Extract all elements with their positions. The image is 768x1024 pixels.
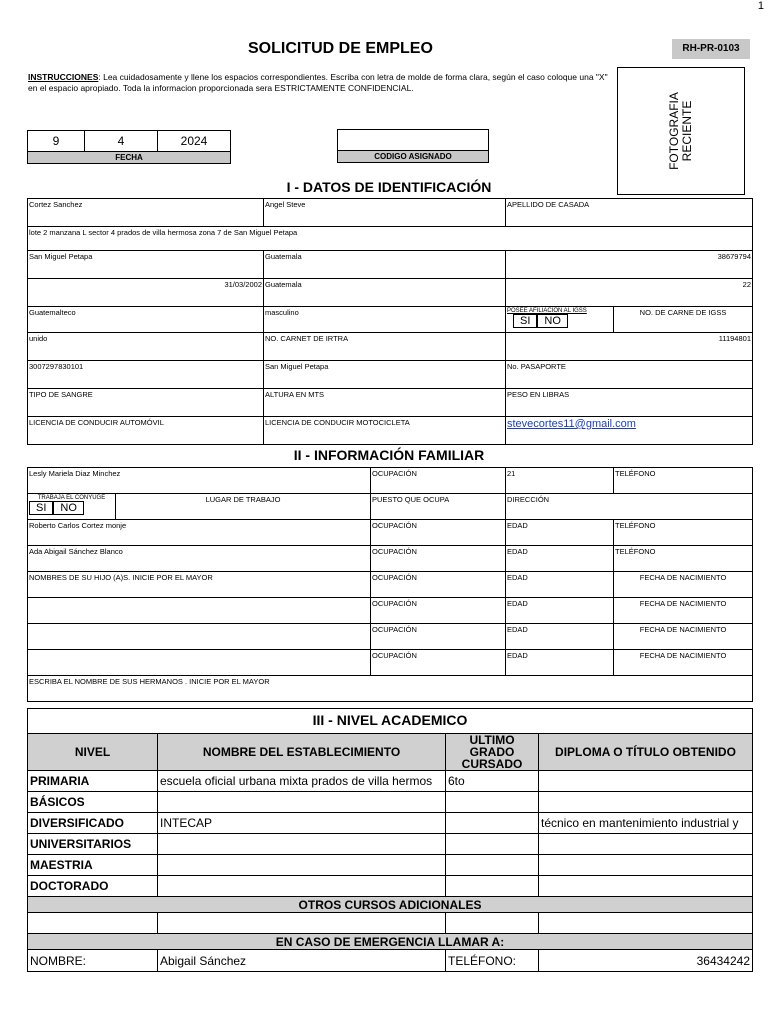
instructions-label: INSTRUCCIONES — [28, 72, 99, 82]
child-occupation-field[interactable]: OCUPACIÓN — [371, 572, 506, 598]
igss-label: POSEE AFILIACIÓN AL IGSS — [507, 308, 587, 314]
page-number: 1 — [757, 0, 764, 12]
child-age-field[interactable]: EDAD — [506, 650, 614, 676]
child-age-field[interactable]: EDAD — [506, 624, 614, 650]
department-field[interactable]: Guatemala — [264, 251, 506, 279]
form-title: SOLICITUD DE EMPLEO — [248, 40, 433, 57]
diploma-field[interactable] — [539, 855, 753, 876]
municipality-field[interactable]: San Miguel Petapa — [28, 251, 264, 279]
course-field[interactable] — [28, 913, 158, 934]
diploma-field[interactable] — [539, 792, 753, 813]
level-label: DIVERSIFICADO — [28, 813, 158, 834]
grade-field[interactable] — [446, 855, 539, 876]
child-age-field[interactable]: EDAD — [506, 572, 614, 598]
email-field[interactable] — [506, 417, 753, 445]
passport-field[interactable]: No. PASAPORTE — [506, 361, 753, 389]
photo-label-line2: RECIENTE — [680, 100, 694, 162]
header-school: NOMBRE DEL ESTABLECIMIENTO — [158, 734, 446, 771]
emergency-name-label: NOMBRE: — [28, 950, 158, 972]
section1-title: I - DATOS DE IDENTIFICACIÓN — [286, 179, 492, 195]
father-age-field[interactable]: EDAD — [506, 520, 614, 546]
level-label: PRIMARIA — [28, 771, 158, 792]
photo-box — [617, 67, 745, 195]
surname-field[interactable]: Cortez Sanchez — [28, 199, 264, 227]
diploma-field[interactable] — [539, 876, 753, 897]
level-label: BÁSICOS — [28, 792, 158, 813]
irtra-field[interactable]: NO. CARNET DE IRTRA — [264, 333, 506, 361]
name-field[interactable]: Angel Steve — [264, 199, 506, 227]
identification-table — [27, 198, 753, 445]
spouse-occupation-field[interactable]: OCUPACIÓN — [371, 468, 506, 494]
grade-field[interactable] — [446, 813, 539, 834]
diploma-field[interactable] — [539, 834, 753, 855]
section3-title: III - NIVEL ACADEMICO — [27, 708, 753, 733]
grade-field[interactable] — [446, 834, 539, 855]
mother-age-field[interactable]: EDAD — [506, 546, 614, 572]
moto-license-field[interactable]: LICENCIA DE CONDUCIR MOTOCICLETA — [264, 417, 506, 445]
igss-yes-checkbox[interactable]: SI — [513, 314, 537, 328]
birth-place-field[interactable]: Guatemala — [264, 279, 506, 307]
position-field[interactable]: PUESTO QUE OCUPA — [371, 494, 506, 520]
instructions-text: : Lea cuidadosamente y llene los espacios correspondientes. Escriba con letra de molde de forma clara, según el caso coloque una "X" en el espacio apropiado. Toda la informacion proporcionada sera ESTRICTAMENTE CONFIDENCIAL. — [28, 72, 608, 93]
child-name-field[interactable]: NOMBRES DE SU HIJO (A)S. INICIE POR EL MAYOR — [28, 572, 371, 598]
child-birthdate-field[interactable]: FECHA DE NACIMIENTO — [614, 650, 753, 676]
photo-label-line1: FOTOGRAFIA — [667, 92, 681, 170]
weight-field[interactable]: PESO EN LIBRAS — [506, 389, 753, 417]
other-courses-header: OTROS CURSOS ADICIONALES — [28, 897, 753, 913]
work-address-field[interactable]: DIRECCIÓN — [506, 494, 753, 520]
child-name-field[interactable] — [28, 598, 371, 624]
child-birthdate-field[interactable]: FECHA DE NACIMIENTO — [614, 598, 753, 624]
address-field[interactable]: lote 2 manzana L sector 4 prados de villa hermosa zona 7 de San Miguel Petapa — [28, 227, 753, 251]
academic-table — [27, 733, 753, 972]
family-table — [27, 467, 753, 702]
child-age-field[interactable]: EDAD — [506, 598, 614, 624]
school-field[interactable] — [158, 834, 446, 855]
car-license-field[interactable]: LICENCIA DE CONDUCIR AUTOMÓVIL — [28, 417, 264, 445]
spouse-works-label: TRABAJA EL CÓNYUGE — [37, 495, 106, 501]
child-birthdate-field[interactable]: FECHA DE NACIMIENTO — [614, 572, 753, 598]
diploma-field[interactable] — [539, 771, 753, 792]
date-box — [27, 130, 231, 152]
spouse-works-no-checkbox[interactable]: NO — [53, 501, 84, 515]
school-field[interactable] — [158, 876, 446, 897]
instructions — [28, 72, 618, 94]
child-name-field[interactable] — [28, 624, 371, 650]
emergency-header: EN CASO DE EMERGENCIA LLAMAR A: — [28, 934, 753, 950]
blood-type-field[interactable]: TIPO DE SANGRE — [28, 389, 264, 417]
assigned-code-label: CODIGO ASIGNADO — [337, 150, 489, 163]
sex-field[interactable]: masculino — [264, 307, 506, 333]
dpi-field[interactable]: 3007297830101 — [28, 361, 264, 389]
height-field[interactable]: ALTURA EN MTS — [264, 389, 506, 417]
header-level: NIVEL — [28, 734, 158, 771]
emergency-phone-field[interactable]: 36434242 — [539, 950, 753, 972]
school-field[interactable] — [158, 855, 446, 876]
child-occupation-field[interactable]: OCUPACIÓN — [371, 598, 506, 624]
spouse-age-field[interactable]: 21 — [506, 468, 614, 494]
header-grade: ULTIMO GRADO CURSADO — [446, 734, 539, 771]
child-occupation-field[interactable]: OCUPACIÓN — [371, 624, 506, 650]
level-label: DOCTORADO — [28, 876, 158, 897]
grade-field[interactable] — [446, 792, 539, 813]
father-occupation-field[interactable]: OCUPACIÓN — [371, 520, 506, 546]
school-field[interactable]: escuela oficial urbana mixta prados de villa hermos — [158, 771, 446, 792]
emergency-name-field[interactable]: Abigail Sánchez — [158, 950, 446, 972]
workplace-field[interactable]: LUGAR DE TRABAJO — [116, 494, 371, 520]
header-diploma: DIPLOMA O TÍTULO OBTENIDO — [539, 734, 753, 771]
father-phone-field[interactable]: TELÉFONO — [614, 520, 753, 546]
nationality-field[interactable]: Guatemalteco — [28, 307, 264, 333]
date-day[interactable]: 9 — [28, 131, 85, 151]
birth-date-field[interactable]: 31/03/2002 — [28, 279, 264, 307]
assigned-code-field[interactable] — [337, 129, 489, 151]
nit-field[interactable]: 11194801 — [506, 333, 753, 361]
spouse-phone-field[interactable]: TELÉFONO — [614, 468, 753, 494]
date-label: FECHA — [27, 151, 231, 164]
igss-no-checkbox[interactable]: NO — [537, 314, 568, 328]
course-field[interactable] — [539, 913, 753, 934]
spouse-name-field[interactable]: Lesly Mariela Diaz Minchez — [28, 468, 371, 494]
form-code: RH-PR-0103 — [672, 39, 750, 59]
section2-title: II - INFORMACIÓN FAMILIAR — [293, 447, 485, 463]
email-link[interactable]: stevecortes11@gmail.com — [507, 418, 636, 430]
spouse-works-yes-checkbox[interactable]: SI — [29, 501, 53, 515]
grade-field[interactable]: 6to — [446, 771, 539, 792]
age-field[interactable]: 22 — [506, 279, 753, 307]
civil-status-field[interactable]: unido — [28, 333, 264, 361]
married-surname-field[interactable]: APELLIDO DE CASADA — [506, 199, 753, 227]
date-month[interactable]: 4 — [85, 131, 158, 151]
child-name-field[interactable] — [28, 650, 371, 676]
date-year[interactable]: 2024 — [180, 134, 208, 148]
igss-cell — [506, 307, 614, 333]
photo-label — [668, 92, 694, 170]
father-name-field[interactable]: Roberto Carlos Cortez monje — [28, 520, 371, 546]
course-field[interactable] — [158, 913, 446, 934]
school-field[interactable] — [158, 792, 446, 813]
child-birthdate-field[interactable]: FECHA DE NACIMIENTO — [614, 624, 753, 650]
phone-field[interactable]: 38679794 — [506, 251, 753, 279]
igss-number-field[interactable]: NO. DE CARNE DE IGSS — [614, 307, 753, 333]
siblings-field[interactable]: ESCRIBA EL NOMBRE DE SUS HERMANOS . INICIE POR EL MAYOR — [28, 676, 753, 702]
mother-phone-field[interactable]: TELÉFONO — [614, 546, 753, 572]
course-field[interactable] — [446, 913, 539, 934]
issued-in-field[interactable]: San Miguel Petapa — [264, 361, 506, 389]
spouse-works-cell — [28, 494, 116, 520]
level-label: MAESTRIA — [28, 855, 158, 876]
child-occupation-field[interactable]: OCUPACIÓN — [371, 650, 506, 676]
mother-name-field[interactable]: Ada Abigail Sánchez Blanco — [28, 546, 371, 572]
mother-occupation-field[interactable]: OCUPACIÓN — [371, 546, 506, 572]
level-label: UNIVERSITARIOS — [28, 834, 158, 855]
diploma-field[interactable]: técnico en mantenimiento industrial y — [539, 813, 753, 834]
school-field[interactable]: INTECAP — [158, 813, 446, 834]
emergency-phone-label: TELÉFONO: — [446, 950, 539, 972]
grade-field[interactable] — [446, 876, 539, 897]
